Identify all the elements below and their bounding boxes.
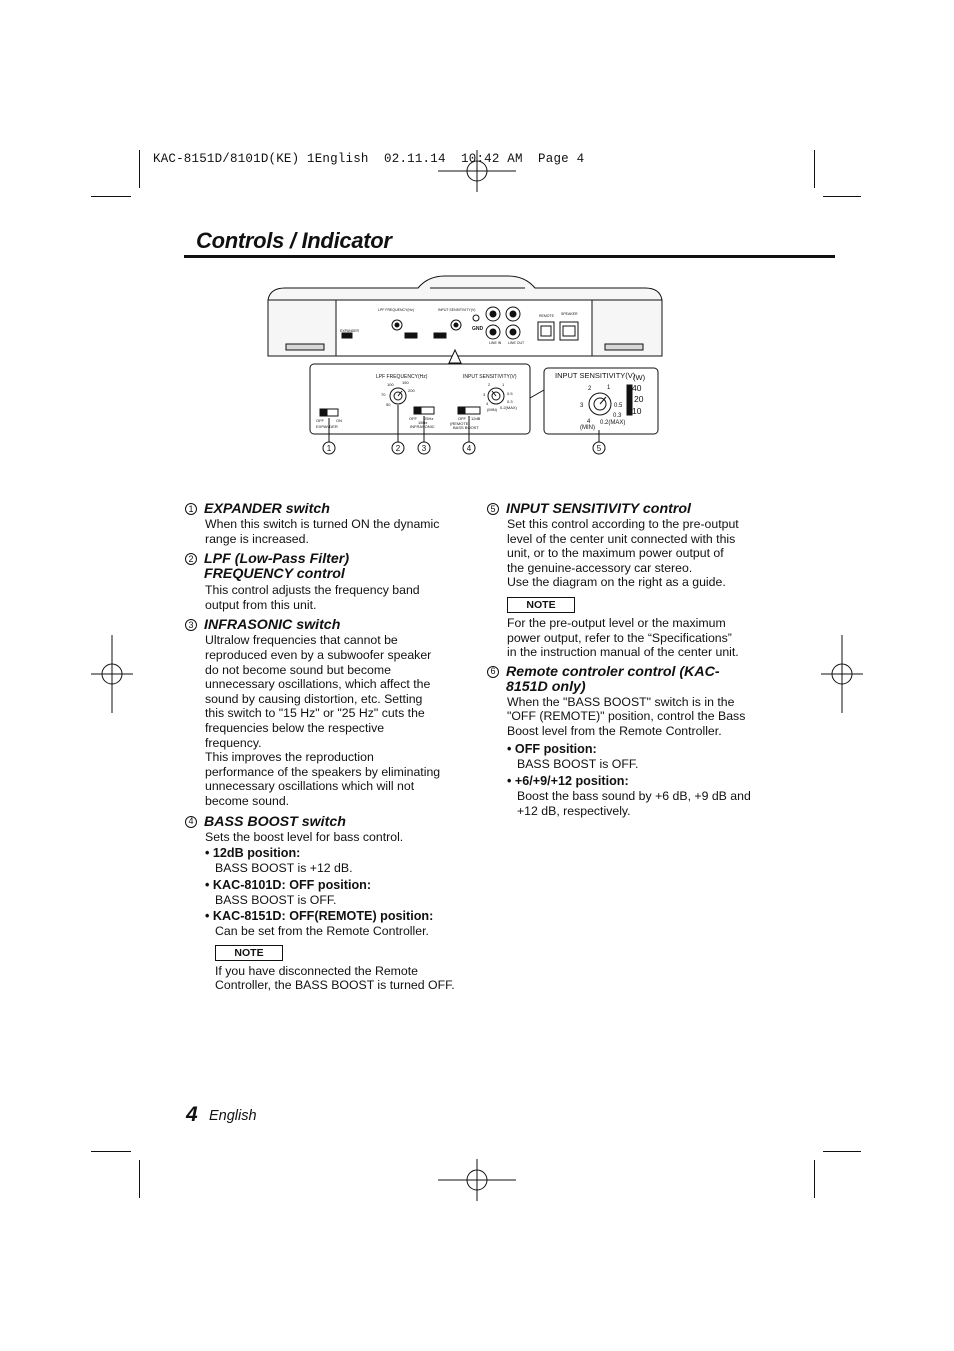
note-wrapper xyxy=(215,943,460,961)
bullet-8101-off: • KAC-8101D: OFF position: xyxy=(205,877,372,892)
lpf-tick: 50 xyxy=(386,402,391,407)
bullet-8151-off: • KAC-8151D: OFF(REMOTE) position: xyxy=(205,909,434,924)
zoom-tick: (MIN) xyxy=(580,425,595,431)
bullet-boost: • +6/+9/+12 position: xyxy=(507,774,629,789)
item-title: EXPANDER switch xyxy=(204,501,330,517)
note-label: NOTE xyxy=(215,945,283,961)
amp-label: LINE IN xyxy=(489,341,502,345)
note-wrapper xyxy=(507,595,762,613)
bb-remote: (REMOTE) xyxy=(450,421,470,426)
remote-body: When the "BASS BOOST" switch is in the "OFF (REMOTE)" position, control the Bass Boost level from the Remote Controller. xyxy=(507,694,746,738)
item-number: 5 xyxy=(487,503,499,515)
inf-15: 15Hz xyxy=(418,420,428,425)
bass-boost-heading xyxy=(185,815,460,830)
input-tick: 2 xyxy=(488,382,491,387)
page-number: 4 xyxy=(186,1103,198,1126)
lpf-tick: 100 xyxy=(387,382,394,387)
expander-on: ON xyxy=(336,418,342,423)
callout-2: 2 xyxy=(395,444,401,453)
bullet-12db-text: BASS BOOST is +12 dB. xyxy=(215,861,353,876)
inf-off: OFF xyxy=(409,416,417,421)
lpf-tick: 70 xyxy=(381,392,386,397)
amp-label: REMOTE xyxy=(539,314,554,318)
input-tick: 3 xyxy=(483,392,486,397)
bass-boost-label: BASS BOOST xyxy=(453,425,479,430)
panel-label-lpf: LPF FREQUENCY(Hz) xyxy=(376,374,428,380)
amp-label: GND xyxy=(472,326,484,332)
bullet-8101-off-text: BASS BOOST is OFF. xyxy=(215,892,337,907)
zoom-tick: 0.3 xyxy=(613,413,622,419)
bullet-off: • OFF position: xyxy=(507,741,597,756)
expander-body: When this switch is turned ON the dynamic range is increased. xyxy=(205,517,440,546)
amp-label: EXPANDER xyxy=(340,329,359,333)
callout-3: 3 xyxy=(421,444,427,453)
item-number: 2 xyxy=(185,553,197,565)
infrasonic-heading xyxy=(185,618,460,633)
input-tick: 4 xyxy=(486,401,489,406)
callout-1: 1 xyxy=(326,444,332,453)
bullet-off-text: BASS BOOST is OFF. xyxy=(517,756,639,771)
zoom-w40: 40 xyxy=(632,383,642,393)
right-column xyxy=(487,502,762,818)
expander-heading xyxy=(185,502,460,517)
zoom-w10: 10 xyxy=(632,406,642,416)
note-label: NOTE xyxy=(507,597,575,613)
item-title: INPUT SENSITIVITY control xyxy=(506,501,691,517)
lpf-body: This control adjusts the frequency band output from this unit. xyxy=(205,583,420,612)
input-tick: (MIN) xyxy=(487,407,497,412)
zoom-tick: 4 xyxy=(587,419,591,425)
bb-off: OFF xyxy=(458,416,466,421)
zoom-tick: 0.2(MAX) xyxy=(600,420,626,426)
item-number: 4 xyxy=(185,816,197,828)
callout-4: 4 xyxy=(466,444,472,453)
zoom-tick: 3 xyxy=(580,403,584,409)
note-text: If you have disconnected the Remote Controller, the BASS BOOST is turned OFF. xyxy=(215,963,455,993)
print-header: KAC-8151D/8101D(KE) 1English 02.11.14 10:42 AM Page 4 xyxy=(153,152,585,166)
input-sensitivity-body: Set this control according to the pre-output level of the center unit connected with this unit, or to the maximum power output of the genuine-accessory car stereo. Use the diagram on the right as a guide. xyxy=(507,517,739,590)
bass-boost-body: Sets the boost level for bass control. xyxy=(205,829,404,844)
item-number: 3 xyxy=(185,619,197,631)
footer-language: English xyxy=(209,1108,257,1124)
zoom-tick: 2 xyxy=(588,386,592,392)
zoom-tick: 1 xyxy=(607,385,611,391)
inf-25: 25Hz xyxy=(424,416,434,421)
item-number: 6 xyxy=(487,666,499,678)
input-tick: 0.3 xyxy=(507,399,513,404)
callout-5: 5 xyxy=(596,444,602,453)
expander-off: OFF xyxy=(316,418,324,423)
panel-label-input: INPUT SENSITIVITY(V) xyxy=(463,374,517,380)
item-number: 1 xyxy=(185,503,197,515)
lpf-heading xyxy=(185,552,460,582)
left-column xyxy=(185,502,460,993)
infrasonic-body: Ultralow frequencies that cannot be reproduced even by a subwoofer speaker do not become sound but become unnecessary oscillations, which affect the sound by causing distortion, etc. Setting this switch to "15 Hz" or "25 Hz" cuts the frequencies below the respective frequency. This improves the reproduction performance of the speakers by eliminating unnecessary oscillations which will not become sound. xyxy=(205,633,441,808)
remote-heading xyxy=(487,665,762,695)
input-tick: 0.2(MAX) xyxy=(500,405,517,410)
zoom-unit: (W) xyxy=(633,373,646,382)
item-title: INFRASONIC switch xyxy=(204,617,341,634)
zoom-w20: 20 xyxy=(634,394,644,404)
item-title: BASS BOOST switch xyxy=(204,813,346,830)
bullet-boost-text: Boost the bass sound by +6 dB, +9 dB and +12 dB, respectively. xyxy=(517,789,751,818)
input-tick: 1 xyxy=(502,382,505,387)
zoom-title: INPUT SENSITIVITY(V) xyxy=(555,371,636,380)
bullet-8151-off-text: Can be set from the Remote Controller. xyxy=(215,924,429,939)
input-sensitivity-heading xyxy=(487,502,762,517)
bb-12: 12dB xyxy=(471,416,481,421)
expander-label: EXPANDER xyxy=(316,424,338,429)
amp-label: LINE OUT xyxy=(508,341,525,345)
input-tick: 0.5 xyxy=(507,391,513,396)
amp-label: SPEAKER xyxy=(561,312,578,316)
zoom-tick: 0.5 xyxy=(614,403,623,409)
item-title: Remote controler control (KAC- 8151D only) xyxy=(506,663,720,695)
page-title: Controls / Indicator xyxy=(196,228,392,253)
amp-label: INPUT SENSITIVITY(V) xyxy=(438,308,476,312)
bullet-12db: • 12dB position: xyxy=(205,846,301,861)
amp-label: LPF FREQUENCY(Hz) xyxy=(378,308,414,312)
note-text: For the pre-output level or the maximum power output, refer to the “Specifications” in the instruction manual of the center unit. xyxy=(507,615,739,660)
infrasonic-label: INFRASONIC xyxy=(410,424,435,429)
lpf-tick: 200 xyxy=(408,388,415,393)
lpf-tick: 150 xyxy=(402,380,409,385)
item-title: LPF (Low-Pass Filter) FREQUENCY control xyxy=(204,551,350,583)
